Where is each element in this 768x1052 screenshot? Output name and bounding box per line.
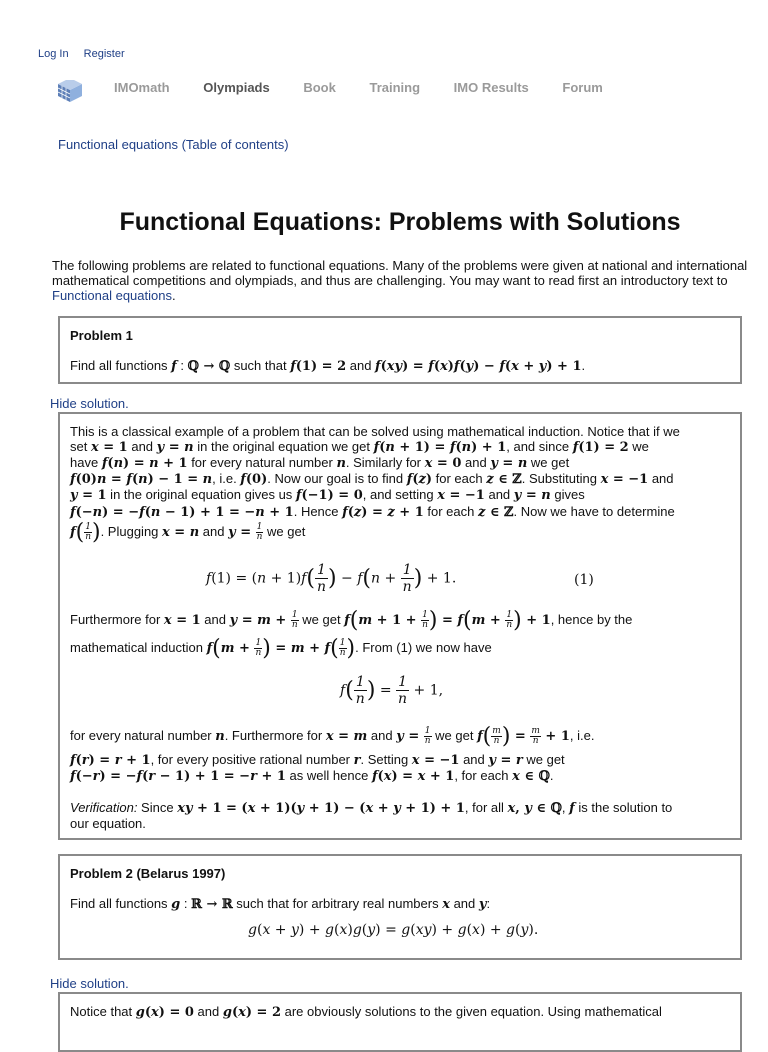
solution-1-equation-1-label: (1) (574, 572, 594, 588)
top-navigation (114, 80, 633, 95)
solution-2-box (58, 992, 742, 1052)
intro-end: . (171, 288, 176, 303)
hide-solution-2-link[interactable]: Hide solution. (50, 976, 129, 991)
imomath-logo-icon[interactable] (56, 80, 82, 102)
problem-1-statement: Find all functions f : ℚ → ℚ such that f(1) = 2 and f(xy) = f(x)f(y) − f(x + y) + 1. (70, 358, 586, 374)
solution-1-line-8: Furthermore for x = 1 and y = m + $\frac{1}{n}$ we get f(m + 1 + $\frac{1}{n}$ ) = f(m + $\frac{1}{n}$ ) + 1, hence by the (70, 608, 633, 633)
page-title: Functional Equations: Problems with Solutions (119, 208, 681, 236)
solution-1-verification-end: our equation. (70, 816, 146, 831)
solution-1-line-7: f( $\frac{1}{n}$ ). Plugging x = n and y = $\frac{1}{n}$ we get (70, 520, 306, 545)
functional-equations-link[interactable]: Functional equations (52, 288, 172, 303)
nav-item-forum[interactable]: Forum (562, 80, 603, 95)
solution-1-line-4: f(0)n = f(n) − 1 = n, i.e. f(0). Now our goal is to find f(z) for each z ∈ ℤ. Substituting x = −1 and (70, 471, 674, 487)
solution-1-line-9: mathematical induction f(m + $\frac{1}{n}$ ) = m + f( $\frac{1}{n}$ ). From (1) we now have (70, 636, 492, 661)
intro-paragraph (52, 258, 752, 303)
problem-2-statement: Find all functions g : ℝ → ℝ such that for arbitrary real numbers x and y: (70, 896, 491, 912)
problem-1-box (58, 316, 742, 384)
register-link[interactable]: Register (83, 48, 125, 60)
solution-1-line-5: y = 1 in the original equation gives us f(−1) = 0, and setting x = −1 and y = n gives (70, 487, 585, 503)
nav-item-training[interactable]: Training (369, 80, 421, 95)
problem-2-title: Problem 2 (Belarus 1997) (70, 866, 226, 881)
problem-1-title: Problem 1 (70, 328, 133, 343)
solution-1-equation-2: f( $\frac{1}{n}$ ) = $\frac{1}{n}$ + 1, (340, 674, 444, 707)
solution-1-line-1: This is a classical example of a problem that can be solved using mathematical induction. Notice that if we (70, 424, 680, 439)
solution-1-verification: Verification: Since xy + 1 = (x + 1)(y + 1) − (x + y + 1) + 1, for all x, y ∈ ℚ, f is the solution to (70, 800, 673, 816)
nav-item-imo-results[interactable]: IMO Results (453, 80, 529, 95)
nav-item-olympiads[interactable]: Olympiads (203, 80, 270, 95)
solution-1-equation-1: f(1) = (n + 1)f( $\frac{1}{n}$ ) − f(n + $\frac{1}{n}$ ) + 1. (206, 562, 457, 595)
solution-1-line-6: f(−n) = −f(n − 1) + 1 = −n + 1. Hence f(z) = z + 1 for each z ∈ ℤ. Now we have to determine (70, 504, 675, 520)
problem-2-box (58, 854, 742, 960)
solution-1-line-10: for every natural number n. Furthermore for x = m and y = $\frac{1}{n}$ we get f( $\frac{m}{n}$ ) = $\frac{m}{n}$ + 1, i.e. (70, 724, 595, 749)
nav-item-book[interactable]: Book (303, 80, 336, 95)
solution-1-line-3: have f(n) = n + 1 for every natural number n. Similarly for x = 0 and y = n we get (70, 455, 570, 471)
solution-1-line-2: set x = 1 and y = n in the original equation we get f(n + 1) = f(n) + 1, and since f(1) = 2 we (70, 439, 649, 455)
auth-links (38, 48, 137, 60)
table-of-contents-link[interactable]: Functional equations (Table of contents) (58, 137, 289, 152)
nav-item-imomath[interactable]: IMOmath (114, 80, 170, 95)
solution-1-line-12: f(−r) = −f(r − 1) + 1 = −r + 1 as well hence f(x) = x + 1, for each x ∈ ℚ. (70, 768, 554, 784)
intro-text: The following problems are related to functional equations. Many of the problems were given at national and international mathematical competitions and olympiads, and thus are challenging. You may want to read first an introductory text to (52, 258, 748, 288)
login-link[interactable]: Log In (38, 48, 69, 60)
hide-solution-1-link[interactable]: Hide solution. (50, 396, 129, 411)
problem-2-equation: g(x + y) + g(x)g(y) = g(xy) + g(x) + g(y). (248, 922, 539, 938)
solution-2-line-1: Notice that g(x) = 0 and g(x) = 2 are obviously solutions to the given equation. Using mathematical (70, 1004, 662, 1020)
solution-1-line-11: f(r) = r + 1, for every positive rational number r. Setting x = −1 and y = r we get (70, 752, 565, 768)
solution-1-box (58, 412, 742, 840)
